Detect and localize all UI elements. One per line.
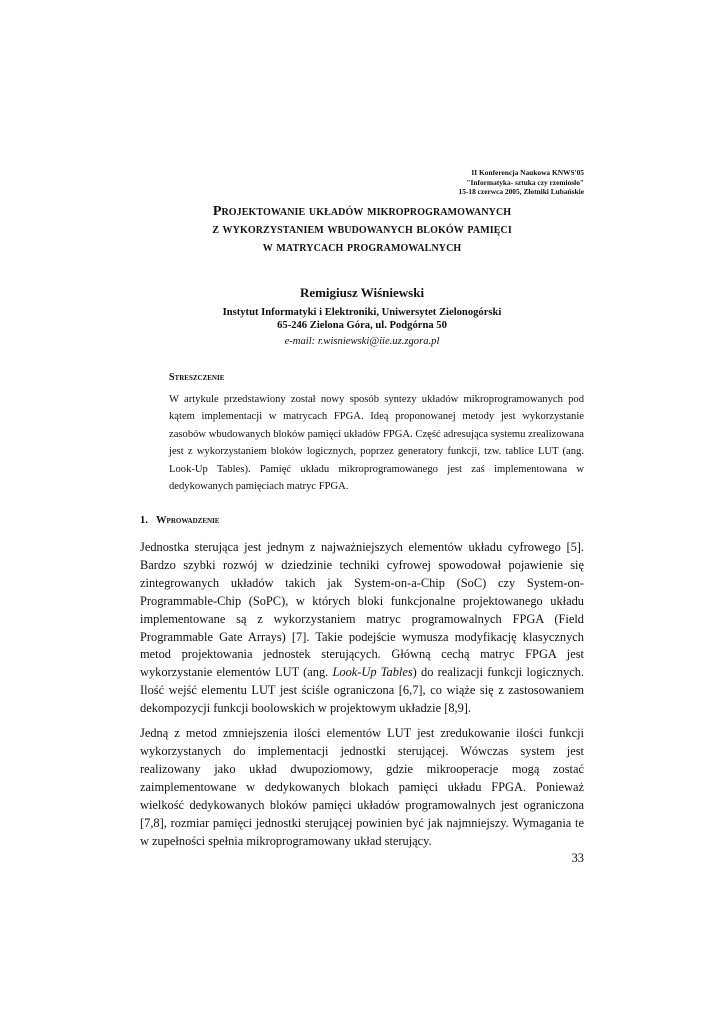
paragraph-1-italic-term: Look-Up Tables — [332, 665, 413, 680]
conference-motto: "Informatyka- sztuka czy rzemiosło" — [466, 177, 584, 187]
paper-title — [140, 203, 584, 257]
title-line-2: z wykorzystaniem wbudowanych bloków pamięci — [212, 222, 512, 237]
author-affiliation — [140, 306, 584, 332]
conference-header — [459, 168, 584, 197]
abstract-text: W artykule przedstawiony został nowy sposób syntezy układów mikroprogramowanych pod kątem implementacji w matrycach FPGA. Ideą proponowanej metody jest wykorzystanie zasobów wbudowanych bloków pamięci układów FPGA. Część adresująca systemu zrealizowana jest z wykorzystaniem bloków logicznych, poprzez generatory funkcji, tzw. tablice LUT (ang. Look-Up Tables). Pamięć układu mikroprogramowanego jest zaś implementowana w dedykowanych pamięciach matryc FPGA. — [169, 394, 584, 493]
author-name: Remigiusz Wiśniewski — [299, 285, 425, 300]
section-title: Wprowadzenie — [155, 515, 220, 526]
abstract-body — [169, 391, 584, 495]
abstract-heading: Streszczenie — [169, 372, 225, 383]
conference-date-place: 15-18 czerwca 2005, Złotniki Lubańskie — [458, 187, 584, 197]
section-number: 1. — [140, 515, 148, 526]
conference-name: II Konferencja Naukowa KNWS'05 — [471, 168, 584, 177]
title-line-1: Projektowanie układów mikroprogramowanych — [212, 204, 512, 219]
page-number: 33 — [571, 851, 584, 865]
paragraph-1 — [140, 539, 584, 718]
section-body — [140, 539, 584, 857]
title-line-3: w matrycach programowalnych — [262, 240, 462, 255]
paragraph-2: Jedną z metod zmniejszenia ilości elementów LUT jest zredukowanie ilości funkcji wykorzystanych do implementacji jednostki sterującej. Wówczas system jest realizowany jako układ dwupoziomowy, gdzie mikrooperacje mogą zostać zaimplementowane w dedykowanych blokach pamięci układu FPGA. Ponieważ wielkość dedykowanych bloków pamięci układów programowalnych jest ograniczona [7,8], rozmiar pamięci jednostki sterującej powinien być jak najmniejszy. Wymagania te w zupełności spełnia mikroprogramowany układ sterujący. — [140, 726, 584, 848]
section-heading — [140, 515, 219, 526]
paragraph-1-part-b: ) do realizacji funkcji logicznych. Ilość wejść elementu LUT jest ściśle ograniczona [6,7], co wiąże się z zastosowaniem dekompozycji funkcji boolowskich w projektowym układzie [8,9]. — [140, 665, 585, 716]
affiliation-institute: Instytut Informatyki i Elektroniki, Uniwersytet Zielonogórski — [222, 307, 502, 318]
paragraph-1-part-a: Jednostka sterująca jest jednym z najważniejszych elementów układu cyfrowego [5]. Bardzo szybki rozwój w dziedzinie techniki cyfrowej spowodował pojawienie się zintegrowanych układów takich jak System-on-a-Chip (SoC) czy System-on-Programmable-Chip (SoPC), w których bloki funkcjonalne projektowanego układu implementowane są z wykorzystaniem matryc programowalnych FPGA (Field Programmable Gate Arrays) [7]. Takie podejście wymusza modyfikację klasycznych metod projektowania jednostek sterujących. Główną cechą matryc FPGA jest wykorzystanie elementów LUT (ang. — [140, 540, 584, 680]
affiliation-address: 65-246 Zielona Góra, ul. Podgórna 50 — [277, 320, 447, 331]
author-email: e-mail: r.wisniewski@iie.uz.zgora.pl — [284, 336, 440, 347]
